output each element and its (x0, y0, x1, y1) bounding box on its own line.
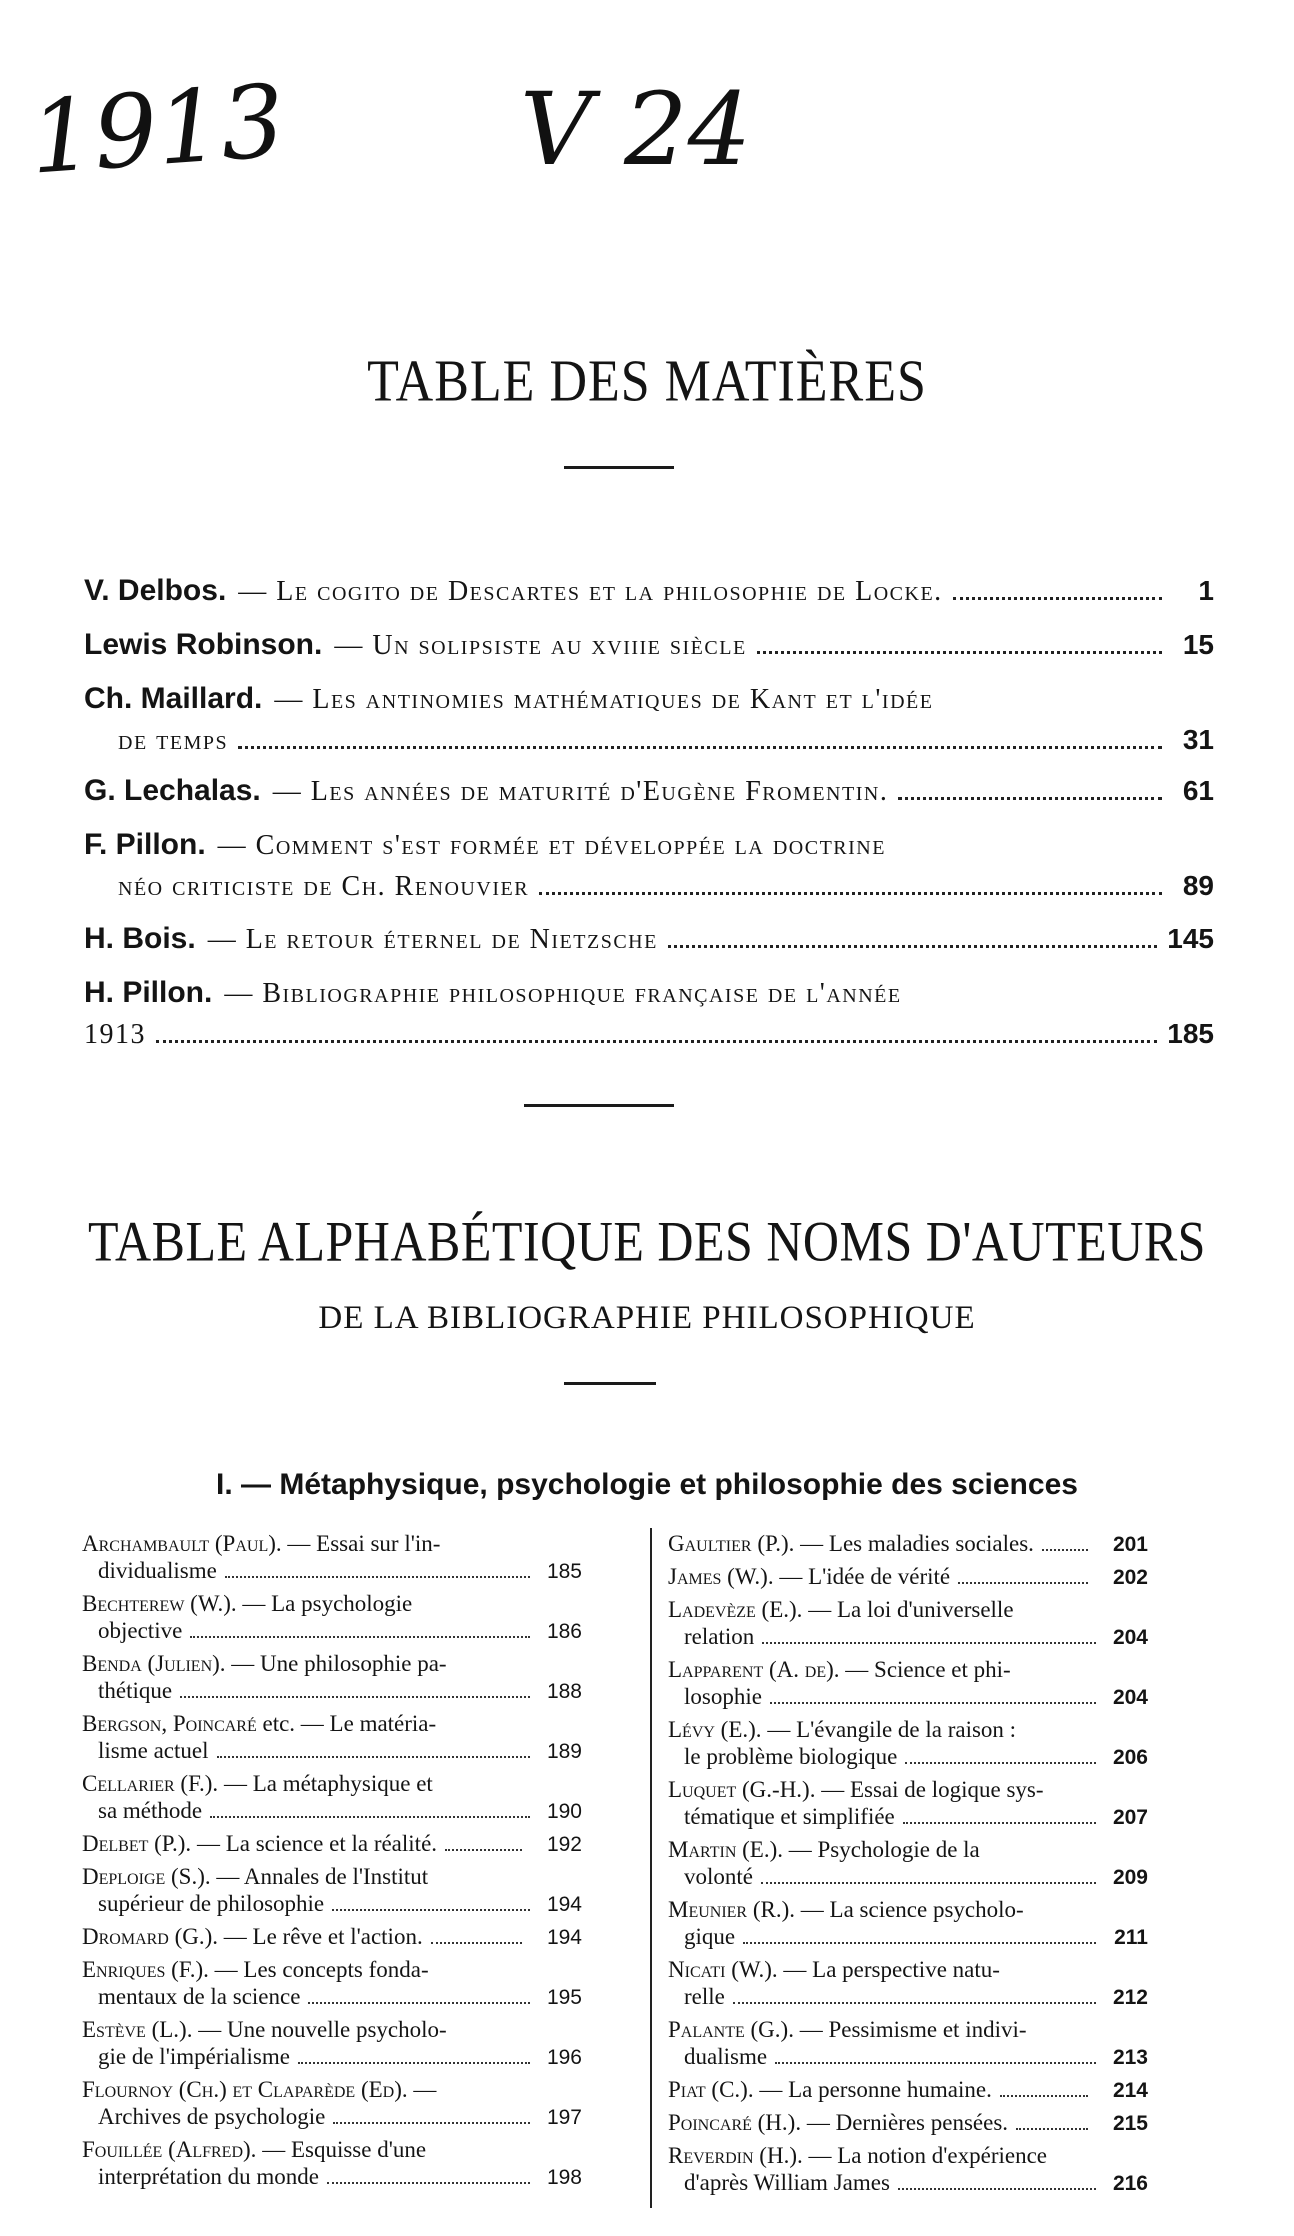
index-entry (668, 2016, 1148, 2071)
index-entry-text (82, 1650, 582, 1677)
index-title-text: — (407, 2077, 437, 2102)
dot-leader (1000, 2095, 1088, 2097)
index-entry-line (82, 1830, 582, 1858)
index-entry-text (668, 2016, 1148, 2043)
index-entry-text (668, 1563, 950, 1590)
index-title-cont: dualisme (684, 2044, 768, 2069)
dot-leader (1016, 2128, 1088, 2130)
index-entry-text (82, 1923, 423, 1950)
index-subtitle: DE LA BIBLIOGRAPHIE PHILOSOPHIQUE (318, 1300, 976, 1336)
index-entry-text (82, 2016, 582, 2043)
handwritten-year: 1913 (26, 62, 289, 197)
index-page: 189 (546, 1740, 582, 1763)
index-title-text: — Essai sur l'in- (281, 1531, 441, 1556)
toc-entry-continuation (118, 872, 1214, 901)
toc-author: Lewis Robinson. (84, 628, 323, 661)
index-author: Archambault (Paul). (82, 1531, 282, 1556)
dot-leader (762, 1642, 1096, 1644)
index-page: 209 (1112, 1866, 1148, 1889)
index-column-left (82, 1530, 582, 2196)
index-author: Martin (E.). (668, 1837, 783, 1862)
index-title-text: — La notion d'expérience (802, 2143, 1048, 2168)
index-entry-line (668, 1530, 1148, 1558)
index-entry-text (668, 2109, 1008, 2136)
index-page: 201 (1112, 1533, 1148, 1556)
index-entry-line (82, 1677, 582, 1705)
dot-leader (210, 1816, 530, 1818)
index-title-text: — La personne humaine. (753, 2077, 992, 2102)
index-entry (668, 1896, 1148, 1951)
index-entry-line (82, 2016, 582, 2043)
index-title-cont: le problème biologique (684, 1744, 898, 1769)
index-entry-line (668, 1863, 1148, 1891)
index-entry-line (668, 1956, 1148, 1983)
dot-leader (757, 651, 1162, 654)
toc-entry (84, 576, 1214, 606)
index-entry-line (82, 2043, 582, 2071)
toc-page: 61 (1182, 775, 1214, 806)
index-title-text: — L'évangile de la raison : (761, 1717, 1017, 1742)
index-title-text: — Pessimisme et indivi- (793, 2017, 1027, 2042)
index-entry-line (668, 2043, 1148, 2071)
index-page: 204 (1112, 1686, 1148, 1709)
index-entry-text (668, 1956, 1148, 1983)
dot-leader (1042, 1549, 1088, 1551)
dot-leader (898, 797, 1162, 800)
index-title-text: — La psychologie (236, 1591, 413, 1616)
index-page: 194 (546, 1926, 582, 1949)
dot-leader (445, 1849, 522, 1851)
index-entry-text (82, 2136, 582, 2163)
toc-title-text: de temps (118, 725, 229, 756)
index-entry-line (82, 2136, 582, 2163)
index-entry (668, 1563, 1148, 1591)
index-entry (82, 1956, 582, 2011)
toc-page: 31 (1182, 724, 1214, 755)
index-author: James (W.). (668, 1564, 774, 1589)
index-page: 188 (546, 1680, 582, 1703)
index-title-text: — Une philosophie pa- (225, 1651, 447, 1676)
index-author: Lévy (E.). (668, 1717, 762, 1742)
index-entry-line (668, 1716, 1148, 1743)
index-entry-line (668, 2076, 1148, 2104)
toc-entry (84, 978, 1214, 1008)
index-title-text: — Annales de l'Institut (210, 1864, 429, 1889)
index-page: 212 (1112, 1986, 1148, 2009)
index-title-cont: thétique (98, 1678, 173, 1703)
toc-title-text: néo criticiste de Ch. Renouvier (118, 871, 530, 902)
dot-leader (770, 1702, 1096, 1704)
index-page: 215 (1112, 2112, 1148, 2135)
toc-title-text: 1913 (84, 1019, 146, 1050)
index-entry (668, 2076, 1148, 2104)
index-entry-line (668, 1623, 1148, 1651)
toc-page: 145 (1167, 923, 1214, 954)
dot-leader (327, 2182, 530, 2184)
toc-entry (84, 630, 1214, 660)
section-heading: I. — Métaphysique, psychologie et philosophie des sciences (216, 1468, 1078, 1501)
index-title-cont: relle (684, 1984, 725, 2009)
dot-leader (225, 1576, 530, 1578)
dot-leader (668, 945, 1157, 948)
index-entry-line (668, 1656, 1148, 1683)
index-entry-text (668, 2142, 1148, 2169)
index-entry-text (668, 1836, 1148, 1863)
toc-entry (84, 924, 1214, 954)
index-page: 213 (1112, 2046, 1148, 2069)
index-entry-line (668, 1776, 1148, 1803)
index-entry-line (668, 1983, 1148, 2011)
divider (564, 466, 674, 469)
index-author: Gaultier (P.). (668, 1531, 795, 1556)
dot-leader (775, 2062, 1096, 2064)
dot-leader (156, 1040, 1157, 1043)
index-author: Ladevèze (E.). (668, 1597, 803, 1622)
index-author: Reverdin (H.). (668, 2143, 803, 2168)
index-title-cont: relation (684, 1624, 755, 1649)
dot-leader (332, 1909, 530, 1911)
index-entry (668, 1836, 1148, 1891)
toc-page: 1 (1198, 575, 1214, 606)
index-author: Cellarier (F.). (82, 1771, 219, 1796)
index-entry-text (82, 1710, 582, 1737)
index-entry-line (668, 1683, 1148, 1711)
index-author: Piat (C.). (668, 2077, 754, 2102)
toc-author: H. Bois. (84, 922, 196, 955)
index-page: 214 (1112, 2079, 1148, 2102)
index-entry-line (82, 1737, 582, 1765)
toc-title-text: — Le retour éternel de Nietzsche (207, 924, 658, 955)
index-title-text: — Dernières pensées. (801, 2110, 1009, 2135)
toc-entry-continuation (84, 1020, 1214, 1049)
index-entry-line (668, 1923, 1148, 1951)
index-title-text: — Esquisse d'une (256, 2137, 427, 2162)
index-title-cont: tématique et simplifiée (684, 1804, 895, 1829)
index-column-right (668, 1530, 1148, 2202)
index-author: Fouillée (Alfred). (82, 2137, 257, 2162)
toc-entry-continuation (118, 726, 1214, 755)
index-entry (82, 1923, 582, 1951)
index-title-text: — La perspective natu- (777, 1957, 1000, 1982)
index-entry-line (82, 1863, 582, 1890)
index-entry-line (82, 1590, 582, 1617)
index-entry (668, 1656, 1148, 1711)
index-title-text: — La science psycholo- (795, 1897, 1024, 1922)
dot-leader (298, 2062, 530, 2064)
index-author: Flournoy (Ch.) et Claparède (Ed). (82, 2077, 408, 2102)
index-title-text: — La science et la réalité. (191, 1831, 438, 1856)
index-author: Benda (Julien). (82, 1651, 226, 1676)
index-entry-line (82, 1557, 582, 1585)
index-author: Estève (L.). (82, 2017, 193, 2042)
index-title-text: — Une nouvelle psycholo- (192, 2017, 447, 2042)
index-page: 186 (546, 1620, 582, 1643)
dot-leader (431, 1942, 522, 1944)
index-entry-line (82, 1710, 582, 1737)
index-page: 204 (1112, 1626, 1148, 1649)
index-entry-text (668, 1596, 1148, 1623)
index-entry-text (82, 1956, 582, 1983)
toc-page: 15 (1182, 629, 1214, 660)
index-page: 190 (546, 1800, 582, 1823)
index-page: 211 (1114, 1926, 1148, 1949)
dot-leader (743, 1942, 1096, 1944)
index-title-text: — Le rêve et l'action. (218, 1924, 423, 1949)
index-entry-text (82, 2076, 582, 2103)
toc-title-text: — Un solipsiste au xviiie siècle (334, 630, 747, 661)
index-entry-line (668, 1836, 1148, 1863)
dot-leader (898, 2188, 1096, 2190)
dot-leader (761, 1882, 1096, 1884)
index-entry (82, 1770, 582, 1825)
dot-leader (958, 1582, 1088, 1584)
index-entry-line (82, 1797, 582, 1825)
index-page: 194 (546, 1893, 582, 1916)
index-page: 202 (1112, 1566, 1148, 1589)
index-entry-line (82, 1983, 582, 2011)
index-entry-line (668, 1563, 1148, 1591)
index-title-cont: gique (684, 1924, 736, 1949)
index-entry (668, 1530, 1148, 1558)
index-author: Enriques (F.). (82, 1957, 209, 1982)
toc-title-text: — Les antinomies mathématiques de Kant et l'idée (274, 684, 934, 715)
index-entry-text (668, 1716, 1148, 1743)
toc-author: G. Lechalas. (84, 774, 261, 807)
toc-entry (84, 684, 1214, 714)
index-title-text: — La métaphysique et (218, 1771, 433, 1796)
index-author: Bechterew (W.). (82, 1591, 237, 1616)
index-author: Nicati (W.). (668, 1957, 778, 1982)
index-entry (668, 1596, 1148, 1651)
dot-leader (180, 1696, 530, 1698)
index-entry-line (668, 1803, 1148, 1831)
index-title-cont: supérieur de philosophie (98, 1891, 325, 1916)
toc-author: Ch. Maillard. (84, 682, 263, 715)
index-title-cont: dividualisme (98, 1558, 217, 1583)
index-title: TABLE ALPHABÉTIQUE DES NOMS D'AUTEURS (88, 1208, 1206, 1274)
toc-entry (84, 776, 1214, 806)
dot-leader (238, 746, 1162, 749)
index-title-text: etc. — Le matéria- (256, 1711, 437, 1736)
index-entry-line (82, 1923, 582, 1951)
divider (524, 1104, 674, 1107)
toc-author: V. Delbos. (84, 574, 227, 607)
index-title-text: — Essai de logique sys- (815, 1777, 1044, 1802)
index-page: 197 (546, 2106, 582, 2129)
index-title-cont: gie de l'impérialisme (98, 2044, 290, 2069)
toc-title-text: — Le cogito de Descartes et la philosophie de Locke. (238, 576, 943, 607)
dot-leader (539, 892, 1162, 895)
index-author: Deploige (S.). (82, 1864, 211, 1889)
index-entry (82, 2016, 582, 2071)
index-entry-text (82, 1770, 582, 1797)
index-entry (82, 1863, 582, 1918)
column-separator (650, 1528, 652, 2208)
index-title-cont: Archives de psychologie (98, 2104, 326, 2129)
index-entry-text (82, 1830, 437, 1857)
index-entry (82, 1710, 582, 1765)
index-entry (82, 1590, 582, 1645)
index-entry-line (82, 1956, 582, 1983)
index-entry (82, 1650, 582, 1705)
index-entry-line (82, 1890, 582, 1918)
index-entry-line (82, 1530, 582, 1557)
index-author: Delbet (P.). (82, 1831, 192, 1856)
index-entry-line (82, 2163, 582, 2191)
index-title-cont: lisme actuel (98, 1738, 209, 1763)
toc-title-text: — Bibliographie philosophique française de l'année (224, 978, 902, 1009)
index-author: Lapparent (A. de). (668, 1657, 840, 1682)
index-entry-text (668, 1776, 1148, 1803)
index-title-cont: objective (98, 1618, 183, 1643)
index-entry-line (668, 1896, 1148, 1923)
index-page: 207 (1112, 1806, 1148, 1829)
index-title-text: — La loi d'universelle (802, 1597, 1014, 1622)
index-author: Palante (G.). (668, 2017, 794, 2042)
dot-leader (217, 1756, 531, 1758)
index-entry-text (668, 2076, 992, 2103)
index-author: Poincaré (H.). (668, 2110, 802, 2135)
index-entry-line (668, 2169, 1148, 2197)
index-entry-text (668, 1896, 1148, 1923)
index-entry (668, 2142, 1148, 2197)
index-entry (668, 1716, 1148, 1771)
index-title-cont: mentaux de la science (98, 1984, 301, 2009)
index-entry-line (668, 2109, 1148, 2137)
index-title-cont: d'après William James (684, 2170, 890, 2195)
dot-leader (905, 1762, 1096, 1764)
toc-page: 89 (1182, 870, 1214, 901)
index-page: 195 (546, 1986, 582, 2009)
index-entry-line (82, 1650, 582, 1677)
index-entry-line (82, 2103, 582, 2131)
toc-title-text: — Les années de maturité d'Eugène Fromentin. (272, 776, 889, 807)
index-author: Bergson, Poincaré (82, 1711, 257, 1736)
index-entry (82, 1530, 582, 1585)
index-title-text: — Psychologie de la (783, 1837, 980, 1862)
index-page: 185 (546, 1560, 582, 1583)
index-title-cont: volonté (684, 1864, 753, 1889)
index-author: Meunier (R.). (668, 1897, 796, 1922)
dot-leader (308, 2002, 530, 2004)
index-page: 216 (1112, 2172, 1148, 2195)
toc-entry (84, 830, 1214, 860)
index-entry (668, 1956, 1148, 2011)
index-entry-line (668, 2142, 1148, 2169)
index-title-cont: interprétation du monde (98, 2164, 319, 2189)
index-entry-line (82, 1617, 582, 1645)
index-entry-line (668, 1596, 1148, 1623)
toc-author: H. Pillon. (84, 976, 213, 1009)
divider (564, 1382, 656, 1385)
dot-leader (733, 2002, 1096, 2004)
index-entry (668, 2109, 1148, 2137)
index-entry (668, 1776, 1148, 1831)
toc-title: TABLE DES MATIÈRES (367, 348, 927, 415)
index-author: Luquet (G.-H.). (668, 1777, 816, 1802)
index-author: Dromard (G.). (82, 1924, 219, 1949)
handwritten-volume: V 24 (520, 71, 752, 188)
index-page: 192 (546, 1833, 582, 1856)
index-entry-text (82, 1530, 582, 1557)
index-title-text: — Science et phi- (839, 1657, 1011, 1682)
dot-leader (190, 1636, 530, 1638)
dot-leader (953, 597, 1162, 600)
index-title-cont: sa méthode (98, 1798, 203, 1823)
dot-leader (333, 2122, 530, 2124)
index-entry-line (668, 1743, 1148, 1771)
index-title-text: — Les maladies sociales. (794, 1531, 1034, 1556)
index-entry-line (82, 2076, 582, 2103)
index-entry (82, 2136, 582, 2191)
index-page: 206 (1112, 1746, 1148, 1769)
index-entry-text (668, 1530, 1034, 1557)
index-title-cont: losophie (684, 1684, 762, 1709)
toc-page: 185 (1167, 1018, 1214, 1049)
index-entry-text (82, 1863, 582, 1890)
toc-title-text: — Comment s'est formée et développée la doctrine (217, 830, 886, 861)
index-entry (82, 2076, 582, 2131)
index-entry-line (82, 1770, 582, 1797)
index-entry-text (668, 1656, 1148, 1683)
index-page: 198 (546, 2166, 582, 2189)
dot-leader (903, 1822, 1096, 1824)
index-title-text: — Les concepts fonda- (208, 1957, 429, 1982)
index-entry-text (82, 1590, 582, 1617)
index-entry-line (668, 2016, 1148, 2043)
index-page: 196 (546, 2046, 582, 2069)
index-entry (82, 1830, 582, 1858)
toc-author: F. Pillon. (84, 828, 206, 861)
index-title-text: — L'idée de vérité (773, 1564, 951, 1589)
